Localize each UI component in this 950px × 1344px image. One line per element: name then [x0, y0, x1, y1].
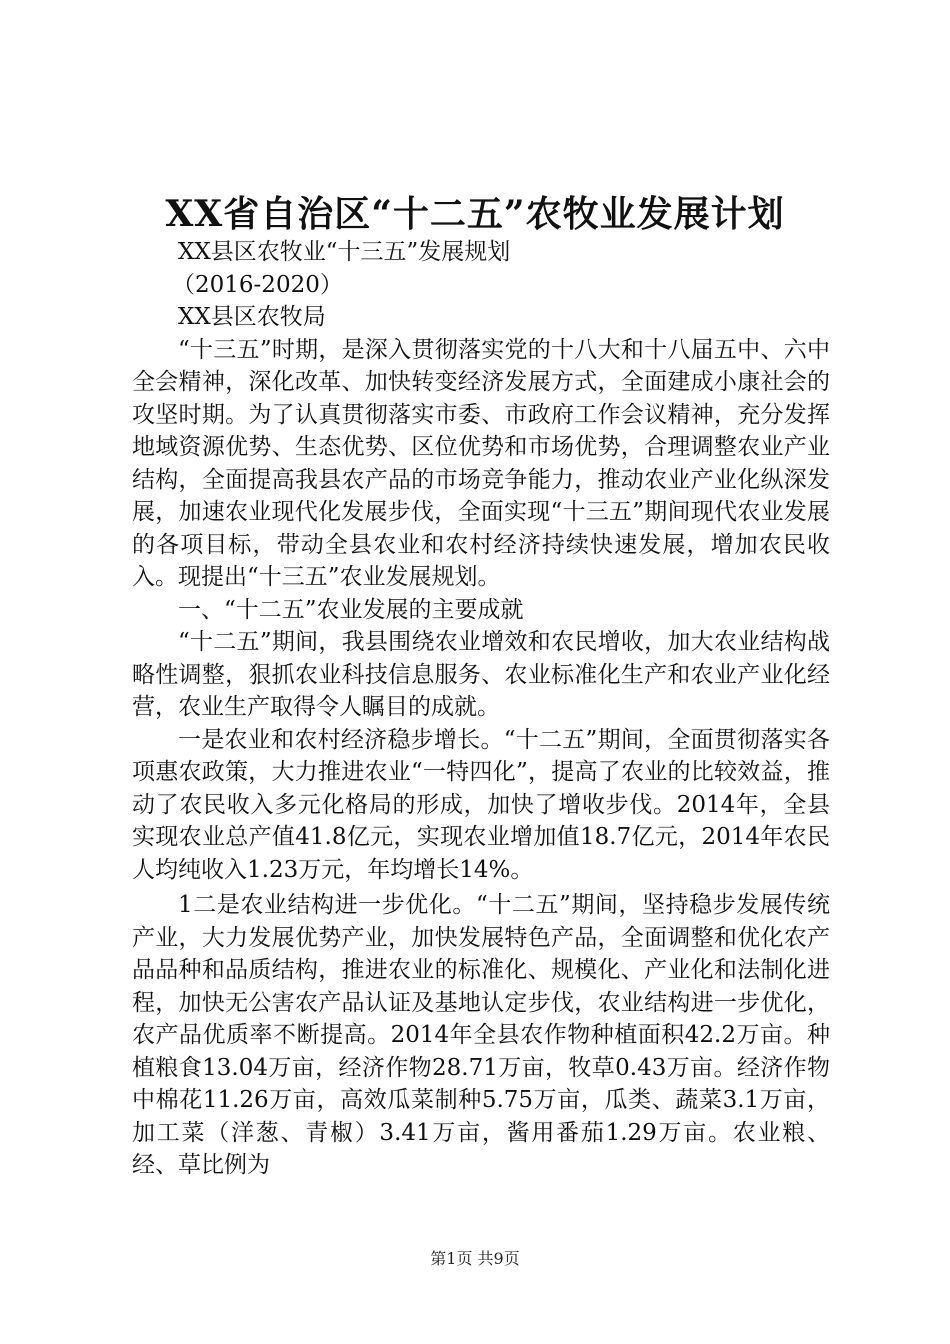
document-author: XX县区农牧局 — [178, 304, 326, 330]
document-title: XX省自治区“十二五”农牧业发展计划 — [165, 193, 785, 235]
document-subtitle: XX县区农牧业“十三五”发展规划 — [178, 239, 511, 265]
paragraph-economy-growth: 一是农业和农村经济稳步增长。“十二五”期间，全面贯彻落实各项惠农政策，大力推进农业“一特四化”，提高了农业的比较效益，推动了农民收入多元化格局的形成，加快了增收步伐。2014年，全县实现农业总产值41.8亿元，实现农业增加值18.7亿元，2014年农民人均纯收入1.23万元，年均增长14%。 — [132, 726, 830, 883]
page-number-footer: 第1页 共9页 — [430, 1249, 520, 1268]
paragraph-intro: “十三五”时期，是深入贯彻落实党的十八大和十八届五中、六中全会精神，深化改革、加快转变经济发展方式，全面建成小康社会的攻坚时期。为了认真贯彻落实市委、市政府工作会议精神，充分发挥地域资源优势、生态优势、区位优势和市场优势，合理调整农业产业结构，全面提高我县农产品的市场竞争能力，推动农业产业化纵深发展，加速农业现代化发展步伐，全面实现“十三五”期间现代农业发展的各项目标，带动全县农业和农村经济持续快速发展，增加农民收入。现提出“十三五”农业发展规划。 — [132, 336, 830, 590]
document-body — [132, 236, 830, 1182]
document-period: （2016-2020） — [172, 271, 343, 298]
paragraph-achievements: “十二五”期间，我县围绕农业增效和农民增收，加大农业结构战略性调整，狠抓农业科技信息服务、农业标准化生产和农业产业化经营，农业生产取得令人瞩目的成就。 — [132, 629, 830, 720]
section-heading: 一、“十二五”农业发展的主要成就 — [178, 596, 524, 623]
paragraph-structure-optimization: 1二是农业结构进一步优化。“十二五”期间，坚持稳步发展传统产业，大力发展优势产业，加快发展特色产品，全面调整和优化农产品品种和品质结构，推进农业的标准化、规模化、产业化和法制化进程，加快无公害农产品认证及基地认定步伐，农业结构进一步优化，农产品优质率不断提高。2014年全县农作物种植面积42.2万亩。种植粮食13.04万亩，经济作物28.71万亩，牧草0.43万亩。经济作物中棉花11.26万亩，高效瓜菜制种5.75万亩，瓜类、蔬菜3.1万亩，加工菜（洋葱、青椒）3.41万亩，酱用番茄1.29万亩。农业粮、经、草比例为 — [132, 892, 830, 1178]
